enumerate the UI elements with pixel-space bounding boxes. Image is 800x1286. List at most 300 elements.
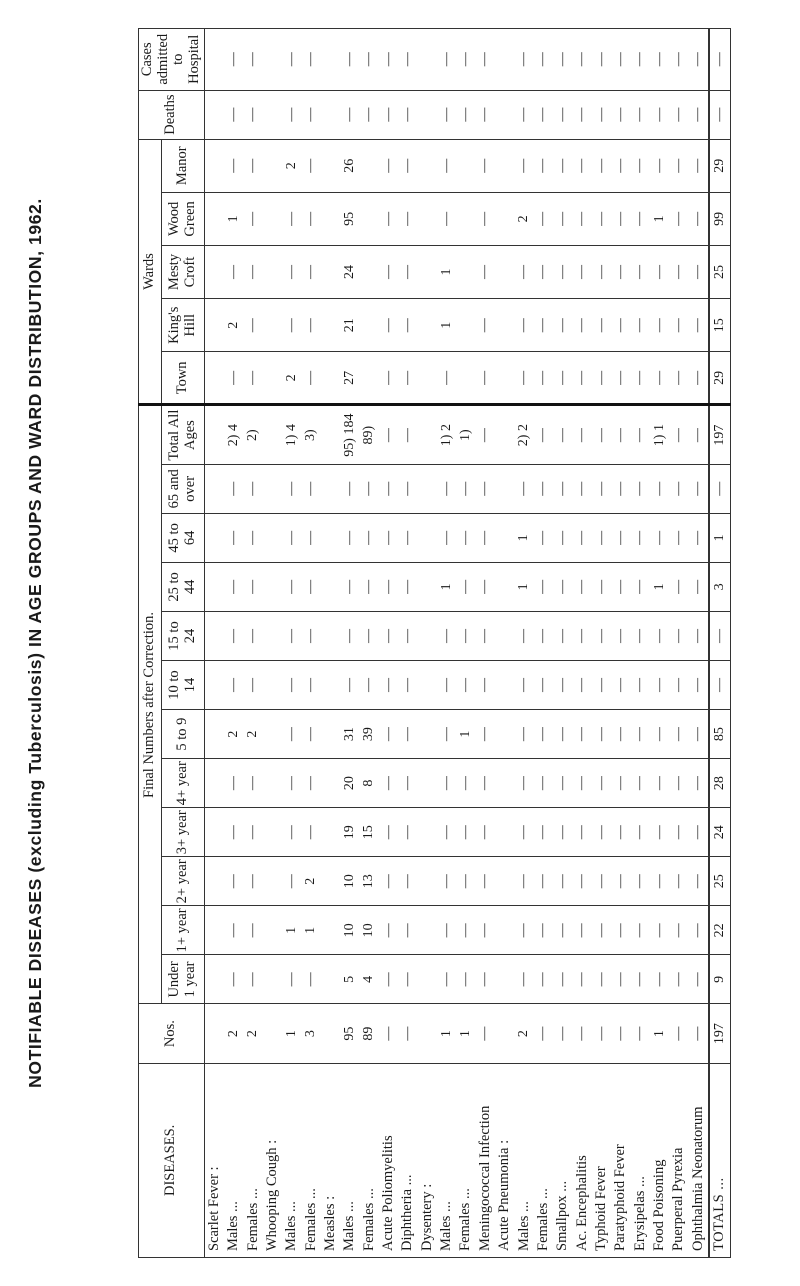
ward-cell: — [243,245,262,298]
deaths-cell: — [437,90,456,139]
ward-cell: — [301,192,320,245]
age-cell: — [534,857,553,906]
disease-name: Whooping Cough : [263,1063,282,1257]
deaths-cell: — [592,90,611,139]
age-cell: — [340,611,359,660]
ward-cell: — [224,139,243,192]
age-cell: 2 [243,710,262,759]
age-cell: — [340,562,359,611]
deaths-cell [321,90,340,139]
deaths-cell: — [572,90,591,139]
ward-cell [456,139,475,192]
deaths-cell: — [476,90,495,139]
ward-cell [418,192,437,245]
header-row-top [139,29,162,1258]
hospital-cell: — [611,29,630,91]
ward-cell: 2 [224,299,243,352]
ward-cell: — [534,352,553,405]
table-row [592,29,611,1258]
nos-cell: 197 [709,1004,730,1063]
age-cell: 1) 1 [650,405,669,464]
age-cell: 2) [243,405,262,464]
disease-name: Males ... [437,1063,456,1257]
age-header: 5 to 9 [162,710,205,759]
ward-cell: — [553,299,572,352]
ward-cell: — [650,299,669,352]
ward-cell [456,245,475,298]
age-cell [418,906,437,955]
ward-cell: — [534,245,553,298]
age-cell: — [379,661,398,710]
age-cell: — [669,562,688,611]
age-cell: — [534,611,553,660]
age-cell: — [669,808,688,857]
age-cell: — [398,464,417,513]
ward-cell: — [398,245,417,298]
age-cell: — [282,513,301,562]
age-cell [495,661,514,710]
table-row [398,29,417,1258]
disease-name: Acute Poliomyelitis [379,1063,398,1257]
age-cell: — [514,611,533,660]
ward-cell: — [611,192,630,245]
age-cell: — [437,611,456,660]
age-cell: — [456,562,475,611]
age-cell: 1) 4 [282,405,301,464]
age-cell: — [243,513,262,562]
age-cell: — [224,808,243,857]
ward-cell: — [611,299,630,352]
age-cell: 31 [340,710,359,759]
age-cell [204,405,224,464]
age-cell: 24 [709,808,730,857]
age-cell: — [534,759,553,808]
ward-cell: 29 [709,139,730,192]
age-cell: 2) 2 [514,405,533,464]
table-body [204,29,730,1258]
age-cell: — [572,405,591,464]
age-header: Total All Ages [162,405,205,464]
deaths-cell: — [689,90,709,139]
age-cell: — [689,710,709,759]
ward-cell [263,192,282,245]
ward-cell [360,139,379,192]
age-cell [495,464,514,513]
age-cell: — [437,661,456,710]
table-row [360,29,379,1258]
age-cell: — [592,611,611,660]
disease-name: Smallpox ... [553,1063,572,1257]
age-cell: — [611,808,630,857]
age-cell [418,661,437,710]
hospital-cell: — [379,29,398,91]
age-cell: — [572,759,591,808]
age-cell: — [592,464,611,513]
age-cell [495,759,514,808]
ward-cell: — [669,139,688,192]
age-cell: — [379,808,398,857]
ward-cell [321,352,340,405]
age-cell: — [572,710,591,759]
age-cell: — [340,661,359,710]
ward-cell: — [592,299,611,352]
age-cell: — [301,955,320,1004]
age-cell: — [689,405,709,464]
age-cell: — [379,405,398,464]
ward-cell: — [476,192,495,245]
deaths-cell: — [709,90,730,139]
age-cell [321,759,340,808]
age-cell: — [669,464,688,513]
age-cell [263,464,282,513]
age-cell: 1 [514,562,533,611]
age-cell: — [689,906,709,955]
age-cell: — [379,710,398,759]
disease-name: Males ... [514,1063,533,1257]
hospital-cell: — [709,29,730,91]
table-row [495,29,514,1258]
age-cell: — [224,955,243,1004]
age-cell: — [611,759,630,808]
wards-header: Wards [139,139,162,405]
age-cell: — [592,857,611,906]
age-cell: — [631,405,650,464]
ward-cell: — [534,139,553,192]
ward-cell: — [572,352,591,405]
ward-cell: — [650,352,669,405]
age-cell: — [301,562,320,611]
ward-cell [204,192,224,245]
nos-cell: — [669,1004,688,1063]
ward-cell: — [553,192,572,245]
age-cell: — [398,955,417,1004]
age-cell: — [689,661,709,710]
age-cell [321,955,340,1004]
age-cell: 1) [456,405,475,464]
disease-name: Females ... [243,1063,262,1257]
age-header: 25 to 44 [162,562,205,611]
age-cell [204,808,224,857]
age-cell: — [476,808,495,857]
age-cell [204,611,224,660]
ward-cell [204,245,224,298]
deaths-cell: — [301,90,320,139]
age-cell [418,513,437,562]
deaths-cell: — [360,90,379,139]
age-cell [204,955,224,1004]
age-cell: — [456,857,475,906]
ward-cell [418,352,437,405]
hospital-cell: — [553,29,572,91]
ward-cell [418,139,437,192]
age-cell: — [611,464,630,513]
nos-cell: — [398,1004,417,1063]
ward-cell: 1 [650,192,669,245]
nos-cell: — [611,1004,630,1063]
age-cell: — [572,661,591,710]
age-cell: — [224,513,243,562]
table-row [418,29,437,1258]
age-cell: — [224,464,243,513]
age-cell: — [243,562,262,611]
nos-cell: 89 [360,1004,379,1063]
age-header: Under 1 year [162,955,205,1004]
nos-cell: — [476,1004,495,1063]
ward-cell: — [553,245,572,298]
ward-cell [204,299,224,352]
ward-cell: — [669,192,688,245]
ward-cell: — [379,245,398,298]
age-cell: — [709,661,730,710]
age-cell: 28 [709,759,730,808]
age-cell: 19 [340,808,359,857]
age-cell: — [398,405,417,464]
age-cell: — [379,611,398,660]
age-header: 4+ year [162,759,205,808]
disease-name: Typhoid Fever [592,1063,611,1257]
age-cell: — [379,513,398,562]
table-row [572,29,591,1258]
age-cell: — [282,759,301,808]
age-header: 15 to 24 [162,611,205,660]
age-cell: — [572,955,591,1004]
ward-cell: — [689,139,709,192]
disease-name: Dysentery : [418,1063,437,1257]
age-cell: 25 [709,857,730,906]
ward-cell [495,139,514,192]
age-cell [418,955,437,1004]
age-cell: — [534,906,553,955]
age-cell: — [553,906,572,955]
age-header: 65 and over [162,464,205,513]
age-cell [204,464,224,513]
deaths-header: Deaths [139,90,205,139]
age-cell: — [398,513,417,562]
ward-cell: — [243,299,262,352]
age-cell: — [340,513,359,562]
age-cell: — [476,464,495,513]
table-row [282,29,301,1258]
age-cell: — [398,808,417,857]
age-cell: — [379,464,398,513]
age-cell: — [224,562,243,611]
ward-cell: — [611,139,630,192]
ward-cell: — [572,299,591,352]
disease-name: Puerperal Pyrexia [669,1063,688,1257]
ward-cell: — [650,139,669,192]
ward-cell [204,352,224,405]
nos-cell: 2 [243,1004,262,1063]
age-cell: — [572,464,591,513]
age-cell: — [592,906,611,955]
ward-cell [418,245,437,298]
nos-cell: — [534,1004,553,1063]
age-cell: — [301,710,320,759]
ward-cell: — [611,352,630,405]
hospital-cell [495,29,514,91]
age-cell [418,562,437,611]
disease-name: Females ... [360,1063,379,1257]
age-cell: — [224,759,243,808]
age-cell: 8 [360,759,379,808]
age-cell: — [572,808,591,857]
age-cell: — [379,562,398,611]
age-cell: 95) 184 [340,405,359,464]
hospital-cell: — [224,29,243,91]
ward-cell [360,245,379,298]
age-cell [418,857,437,906]
age-cell: — [631,464,650,513]
age-cell: — [437,906,456,955]
age-cell: — [572,562,591,611]
age-cell: — [456,661,475,710]
age-cell: — [553,611,572,660]
age-cell: — [456,513,475,562]
age-cell: 89) [360,405,379,464]
age-header: 45 to 64 [162,513,205,562]
age-cell [495,857,514,906]
age-cell [418,759,437,808]
age-cell [263,955,282,1004]
age-cell: — [301,464,320,513]
disease-name: Diphtheria ... [398,1063,417,1257]
age-cell: — [224,611,243,660]
age-cell: — [611,906,630,955]
age-cell [321,906,340,955]
deaths-cell: — [553,90,572,139]
age-cell: — [631,857,650,906]
age-cell [263,906,282,955]
age-cell: — [224,906,243,955]
age-cell: — [553,808,572,857]
age-cell: — [572,906,591,955]
ward-cell: — [534,299,553,352]
age-cell: — [650,759,669,808]
age-cell [263,405,282,464]
age-cell: — [650,906,669,955]
deaths-cell: — [650,90,669,139]
age-cell: — [650,513,669,562]
ward-cell [360,352,379,405]
age-cell: 197 [709,405,730,464]
age-cell: — [631,513,650,562]
nos-cell: — [553,1004,572,1063]
age-cell: — [301,808,320,857]
ward-cell: — [243,192,262,245]
table-row [611,29,630,1258]
age-cell: — [301,661,320,710]
table-row [669,29,688,1258]
hospital-cell: — [301,29,320,91]
age-cell: — [398,661,417,710]
ward-cell: — [611,245,630,298]
age-cell: — [437,710,456,759]
age-cell: — [631,906,650,955]
table-row [204,29,224,1258]
ward-cell: 95 [340,192,359,245]
age-cell: — [709,611,730,660]
ward-cell [495,352,514,405]
age-cell: — [553,464,572,513]
table-row [224,29,243,1258]
age-cell: — [360,562,379,611]
age-cell: — [534,808,553,857]
age-cell: — [689,955,709,1004]
age-cell [204,661,224,710]
nos-cell [263,1004,282,1063]
age-cell: — [282,661,301,710]
deaths-cell: — [282,90,301,139]
disease-name: Measles : [321,1063,340,1257]
age-header: 10 to 14 [162,661,205,710]
nos-cell: 3 [301,1004,320,1063]
table-row [340,29,359,1258]
nos-cell [321,1004,340,1063]
ward-cell: — [437,352,456,405]
age-cell [263,611,282,660]
age-cell: — [592,955,611,1004]
age-cell: — [553,955,572,1004]
disease-name: Paratyphoid Fever [611,1063,630,1257]
ward-cell: 2 [514,192,533,245]
nos-cell: — [379,1004,398,1063]
age-cell: — [669,710,688,759]
age-cell: 1 [437,562,456,611]
age-cell: — [689,464,709,513]
age-cell: — [476,955,495,1004]
age-cell: 1) 2 [437,405,456,464]
diseases-header: DISEASES. [139,1063,205,1257]
disease-name: Females ... [301,1063,320,1257]
age-cell: — [224,857,243,906]
ward-cell [321,299,340,352]
age-cell: — [611,562,630,611]
ward-cell: — [379,299,398,352]
age-cell: — [437,857,456,906]
age-cell: — [689,562,709,611]
ward-cell: — [631,352,650,405]
age-cell [204,513,224,562]
age-cell: 2) 4 [224,405,243,464]
ward-cell [495,245,514,298]
table-row [321,29,340,1258]
hospital-cell: — [398,29,417,91]
ward-cell [263,139,282,192]
age-cell: — [592,405,611,464]
age-cell: — [243,611,262,660]
page-title: NOTIFIABLE DISEASES (excluding Tuberculosis) IN AGE GROUPS AND WARD DISTRIBUTION, 1962. [25,198,45,1088]
age-cell: 4 [360,955,379,1004]
age-cell: — [553,513,572,562]
age-cell [204,759,224,808]
nos-cell: — [572,1004,591,1063]
ward-cell: — [224,245,243,298]
ward-cell: — [282,192,301,245]
age-cell [495,906,514,955]
ward-cell: — [592,139,611,192]
age-cell: — [631,661,650,710]
age-cell: — [437,464,456,513]
ward-cell [263,352,282,405]
age-cell: — [534,562,553,611]
hospital-cell: — [282,29,301,91]
age-cell [204,710,224,759]
hospital-header: Cases admitted to Hospital [139,29,205,91]
ward-cell [263,245,282,298]
age-cell: — [611,611,630,660]
age-cell: — [398,759,417,808]
hospital-cell: — [650,29,669,91]
